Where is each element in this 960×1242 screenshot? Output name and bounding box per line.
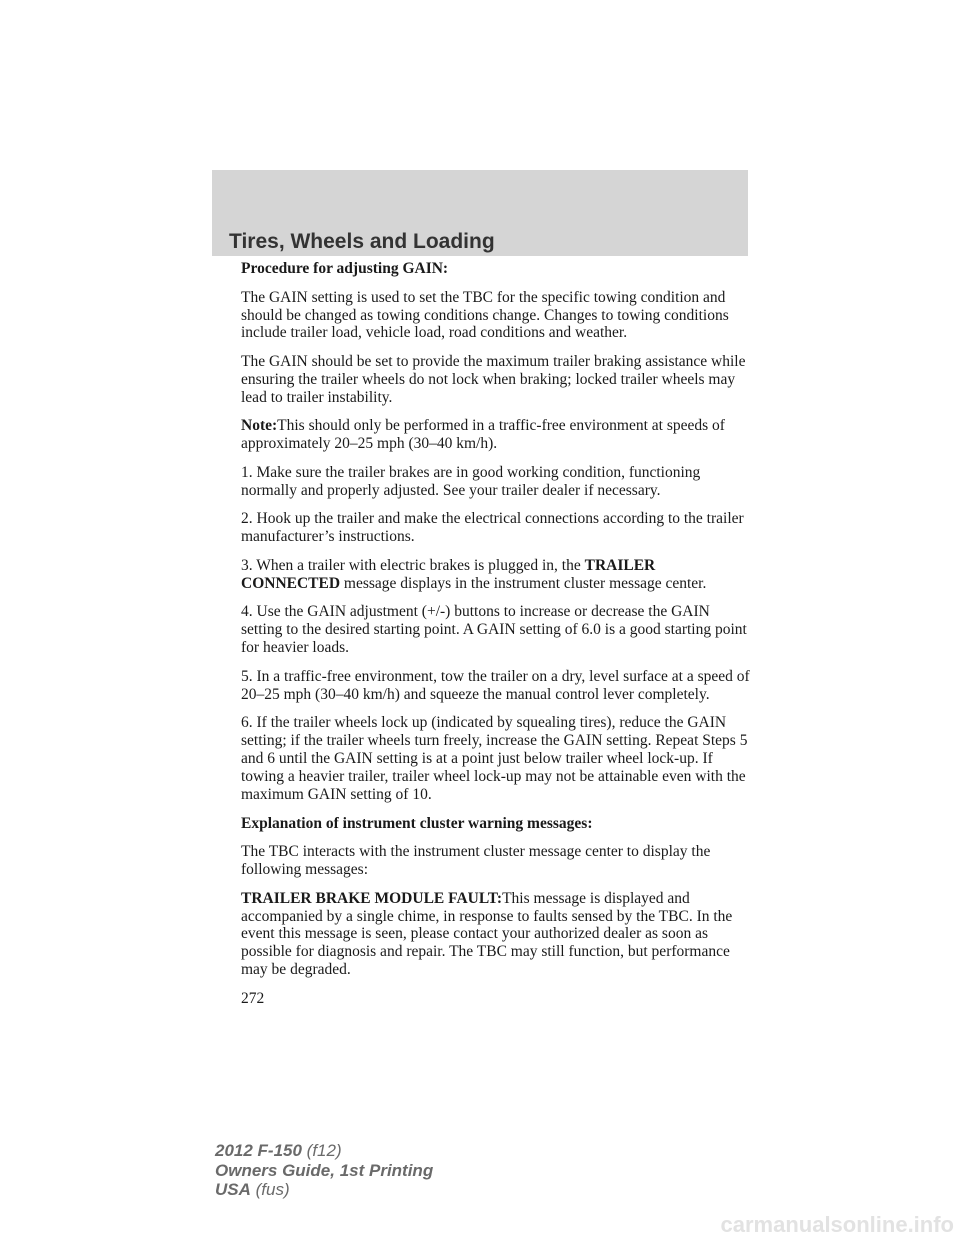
footer-line-market	[215, 1180, 433, 1200]
paragraph-gain-maximum: The GAIN should be set to provide the maximum trailer braking assistance while ensuring the trailer wheels do not lock when braking; locked trailer wheels may lead to trailer instability.	[241, 353, 746, 406]
page-body	[241, 260, 753, 1008]
step-4: 4. Use the GAIN adjustment (+/-) buttons to increase or decrease the GAIN setting to the desired starting point. A GAIN setting of 6.0 is a good starting point for heavier loads.	[241, 603, 747, 657]
footer-market: USA	[215, 1180, 251, 1199]
footer-model-code: (f12)	[301, 1141, 342, 1160]
step-2: 2. Hook up the trailer and make the electrical connections according to the trailer manufacturer’s instructions.	[241, 510, 744, 546]
note-paragraph	[241, 417, 753, 453]
step-1: 1. Make sure the trailer brakes are in good working condition, functioning normally and properly adjusted. See your trailer dealer if necessary.	[241, 463, 701, 499]
footer-line-model	[215, 1141, 433, 1161]
footer-model: 2012 F-150	[215, 1141, 302, 1160]
heading-warning-messages: Explanation of instrument cluster warning messages:	[241, 814, 593, 832]
print-footer	[215, 1141, 433, 1200]
trailer-connected-message: TRAILER CONNECTED	[241, 556, 656, 592]
step-6: 6. If the trailer wheels lock up (indicated by squealing tires), reduce the GAIN setting; if the trailer wheels turn freely, increase the GAIN setting. Repeat Steps 5 and 6 until the GAIN setting is at a point just below trailer wheel lock-up. If towing a heavier trailer, trailer wheel lock-up may not be attainable even with the maximum GAIN setting of 10.	[241, 714, 748, 803]
note-text: This should only be performed in a traffic-free environment at speeds of approximately 20–25 mph (30–40 km/h).	[241, 417, 725, 453]
paragraph-tbc-messages: The TBC interacts with the instrument cluster message center to display the following messages:	[241, 843, 711, 879]
step-5: 5. In a traffic-free environment, tow the trailer on a dry, level surface at a speed of 20–25 mph (30–40 km/h) and squeeze the manual control lever completely.	[241, 667, 750, 703]
step-3	[241, 557, 753, 593]
page-number: 272	[241, 990, 265, 1008]
fault-paragraph	[241, 890, 753, 980]
watermark: carmanualsonline.info	[720, 1212, 954, 1237]
footer-market-code: (fus)	[250, 1180, 290, 1199]
section-title: Tires, Wheels and Loading	[229, 230, 495, 253]
step-3-text-start: 3. When a trailer with electric brakes is plugged in, the	[241, 556, 585, 574]
footer-line-printing: Owners Guide, 1st Printing	[215, 1160, 434, 1180]
fault-label: TRAILER BRAKE MODULE FAULT:	[241, 889, 503, 907]
step-3-text-end: message displays in the instrument cluster message center.	[340, 574, 707, 592]
paragraph-gain-setting: The GAIN setting is used to set the TBC for the specific towing condition and should be changed as towing conditions change. Changes to towing conditions include trailer load, vehicle load, road conditions and weather.	[241, 288, 729, 342]
heading-adjusting-gain: Procedure for adjusting GAIN:	[241, 260, 449, 277]
fault-text: This message is displayed and accompanied by a single chime, in response to faults sensed by the TBC. In the event this message is seen, please contact your authorized dealer as soon as possible for diagnosis and repair. The TBC may still function, but performance may be degraded.	[241, 889, 733, 979]
note-label: Note:	[241, 417, 278, 435]
